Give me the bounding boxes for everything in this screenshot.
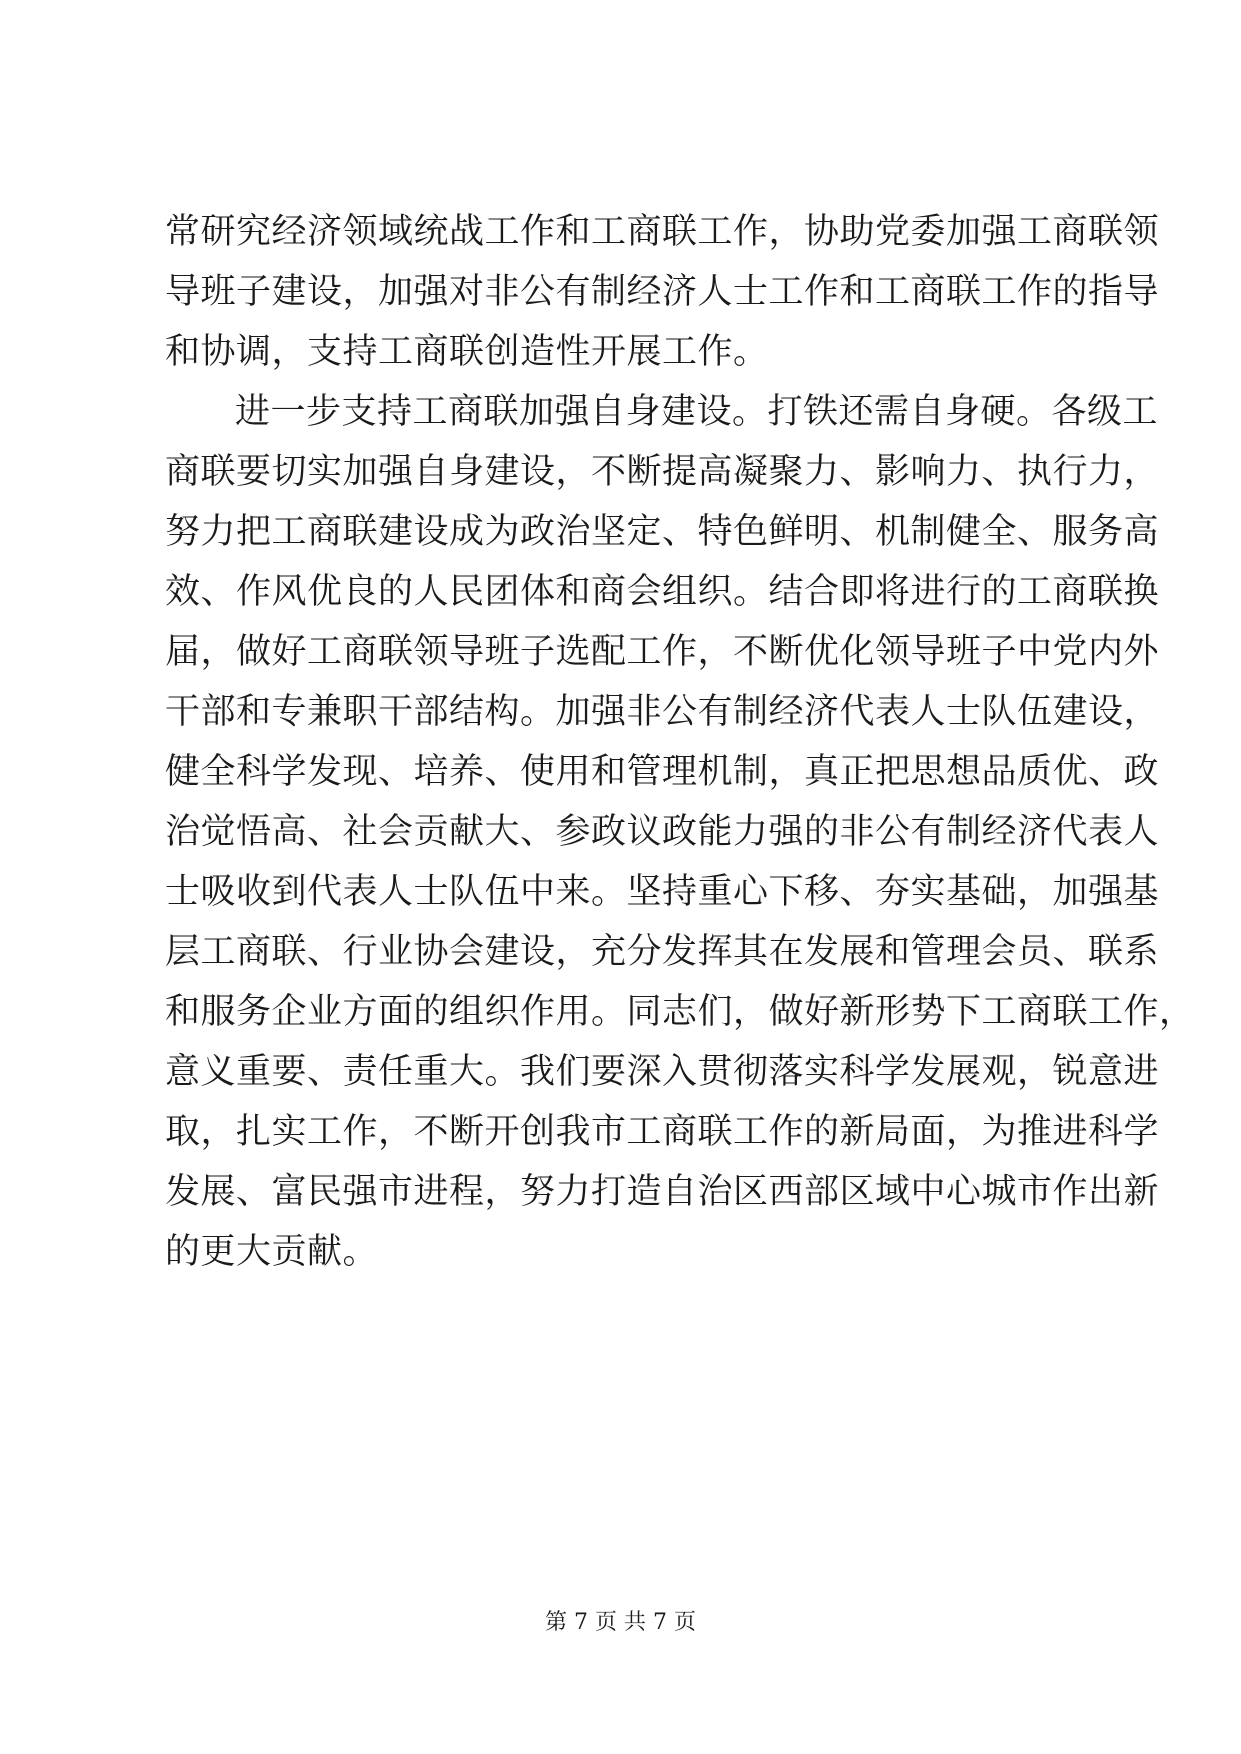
paragraph-2 xyxy=(165,382,1195,1282)
text-line: 届，做好工商联领导班子选配工作，不断优化领导班子中党内外 xyxy=(165,632,1160,672)
text-line: 层工商联、行业协会建设，充分发挥其在发展和管理会员、联系 xyxy=(165,932,1160,972)
text-line: 商联要切实加强自身建设，不断提高凝聚力、影响力、执行力， xyxy=(165,452,1160,492)
text-line: 取，扎实工作，不断开创我市工商联工作的新局面，为推进科学 xyxy=(165,1112,1160,1152)
text-line: 治觉悟高、社会贡献大、参政议政能力强的非公有制经济代表人 xyxy=(165,812,1160,852)
text-line: 健全科学发现、培养、使用和管理机制，真正把思想品质优、政 xyxy=(165,752,1160,792)
text-line: 的更大贡献。 xyxy=(165,1232,379,1272)
text-line: 导班子建设，加强对非公有制经济人士工作和工商联工作的指导 xyxy=(165,272,1160,312)
text-line: 发展、富民强市进程，努力打造自治区西部区域中心城市作出新 xyxy=(165,1172,1160,1212)
text-line: 努力把工商联建设成为政治坚定、特色鲜明、机制健全、服务高 xyxy=(165,512,1160,552)
text-line: 士吸收到代表人士队伍中来。坚持重心下移、夯实基础，加强基 xyxy=(165,872,1160,912)
text-line: 和协调，支持工商联创造性开展工作。 xyxy=(165,332,769,372)
paragraph-1 xyxy=(165,202,1160,382)
page-number-footer: 第 7 页 共 7 页 xyxy=(545,1610,696,1635)
text-line: 效、作风优良的人民团体和商会组织。结合即将进行的工商联换 xyxy=(165,572,1160,612)
text-line: 干部和专兼职干部结构。加强非公有制经济代表人士队伍建设， xyxy=(165,692,1160,732)
text-line: 进一步支持工商联加强自身建设。打铁还需自身硬。各级工 xyxy=(235,392,1159,432)
text-line: 常研究经济领域统战工作和工商联工作，协助党委加强工商联领 xyxy=(165,212,1160,252)
document-body xyxy=(165,202,1195,1282)
text-line: 和服务企业方面的组织作用。同志们，做好新形势下工商联工作， xyxy=(165,992,1195,1032)
text-line: 意义重要、责任重大。我们要深入贯彻落实科学发展观，锐意进 xyxy=(165,1052,1160,1092)
